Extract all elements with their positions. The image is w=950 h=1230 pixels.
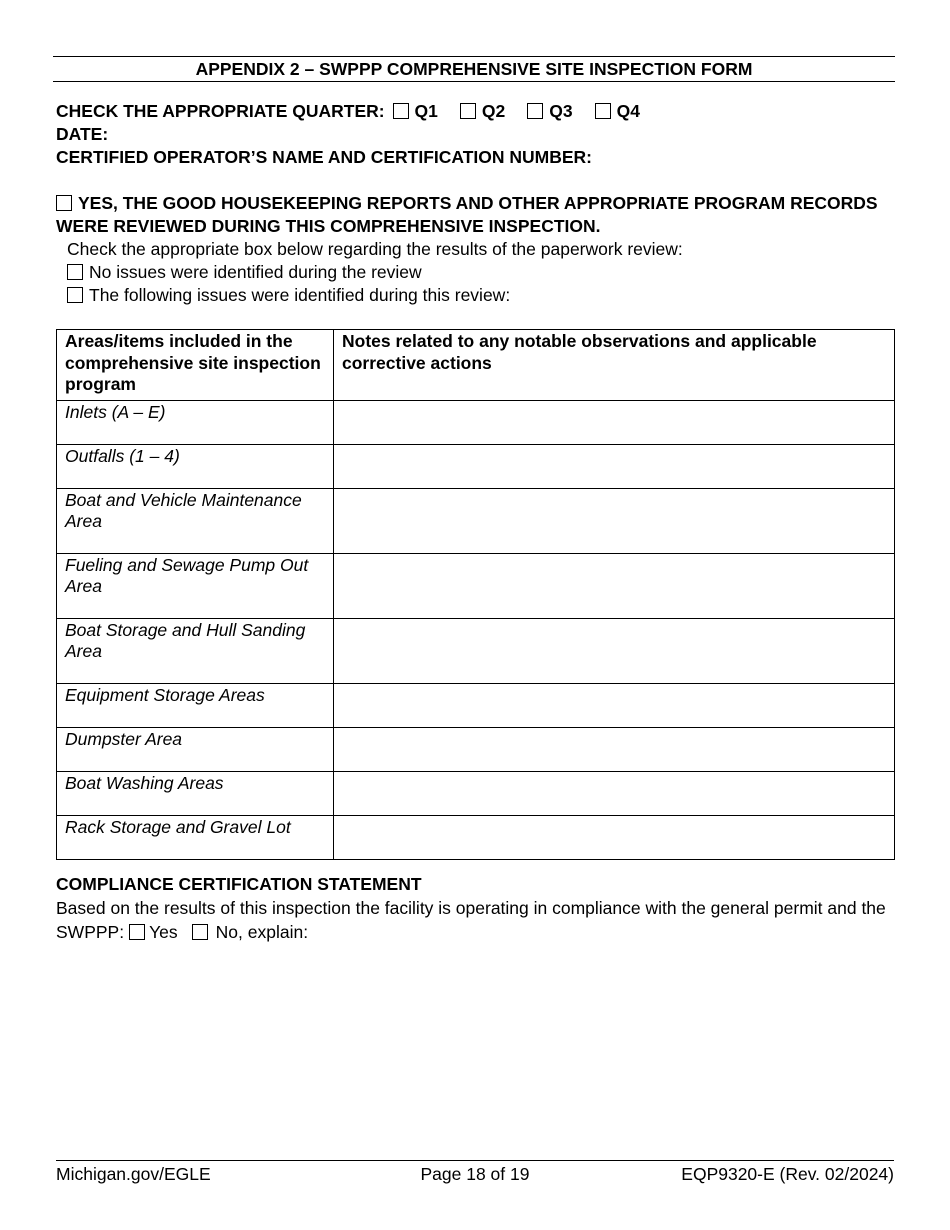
issues-identified-option[interactable]	[67, 284, 510, 307]
records-reviewed-text: YES, THE GOOD HOUSEKEEPING REPORTS AND OTHER APPROPRIATE PROGRAM RECORDS WERE REVIEWED DURING THIS COMPREHENSIVE INSPECTION.	[56, 193, 878, 236]
notes-cell[interactable]	[334, 488, 895, 553]
table-row	[57, 815, 895, 859]
area-cell: Boat Washing Areas	[57, 771, 334, 815]
notes-column-header: Notes related to any notable observations and applicable corrective actions	[334, 330, 895, 401]
no-issues-option[interactable]	[67, 261, 422, 284]
notes-cell[interactable]	[334, 553, 895, 618]
date-label: DATE:	[56, 124, 109, 144]
table-row	[57, 553, 895, 618]
q4-checkbox[interactable]	[595, 103, 611, 119]
area-cell: Dumpster Area	[57, 727, 334, 771]
records-reviewed-checkbox[interactable]	[56, 195, 72, 211]
inspection-areas-table	[56, 329, 895, 860]
q3-label: Q3	[549, 101, 573, 121]
footer-website: Michigan.gov/EGLE	[56, 1164, 211, 1184]
compliance-title: COMPLIANCE CERTIFICATION STATEMENT	[56, 874, 422, 894]
compliance-no-checkbox[interactable]	[192, 924, 208, 940]
table-header-row	[57, 330, 895, 401]
table-row	[57, 618, 895, 683]
table-row	[57, 400, 895, 444]
records-review-statement	[56, 192, 894, 238]
quarter-label: CHECK THE APPROPRIATE QUARTER:	[56, 101, 385, 121]
issues-identified-label: The following issues were identified during this review:	[89, 285, 511, 305]
q1-label: Q1	[414, 101, 438, 121]
compliance-text: Based on the results of this inspection the facility is operating in compliance with the general permit and the SWPPP:	[56, 898, 886, 942]
no-issues-label: No issues were identified during the review	[89, 262, 422, 282]
table-row	[57, 727, 895, 771]
form-title: APPENDIX 2 – SWPPP COMPREHENSIVE SITE INSPECTION FORM	[53, 56, 895, 82]
compliance-yes-label: Yes	[149, 922, 178, 942]
notes-cell[interactable]	[334, 683, 895, 727]
q4-label: Q4	[616, 101, 640, 121]
area-cell: Equipment Storage Areas	[57, 683, 334, 727]
area-cell: Fueling and Sewage Pump Out Area	[57, 553, 334, 618]
table-row	[57, 488, 895, 553]
page-footer	[56, 1160, 894, 1188]
notes-cell[interactable]	[334, 727, 895, 771]
quarter-option-q1[interactable]	[393, 101, 438, 122]
quarter-selector	[56, 101, 640, 122]
notes-cell[interactable]	[334, 618, 895, 683]
compliance-statement	[56, 896, 894, 944]
q1-checkbox[interactable]	[393, 103, 409, 119]
notes-cell[interactable]	[334, 771, 895, 815]
notes-cell[interactable]	[334, 815, 895, 859]
area-cell: Inlets (A – E)	[57, 400, 334, 444]
area-cell: Outfalls (1 – 4)	[57, 444, 334, 488]
issues-identified-checkbox[interactable]	[67, 287, 83, 303]
form-page	[56, 0, 894, 1230]
no-issues-checkbox[interactable]	[67, 264, 83, 280]
quarter-option-q2[interactable]	[460, 101, 505, 122]
compliance-no-label: No, explain:	[215, 922, 309, 942]
table-row	[57, 683, 895, 727]
notes-cell[interactable]	[334, 400, 895, 444]
area-cell: Boat Storage and Hull Sanding Area	[57, 618, 334, 683]
compliance-yes-checkbox[interactable]	[129, 924, 145, 940]
table-row	[57, 771, 895, 815]
table-row	[57, 444, 895, 488]
q2-checkbox[interactable]	[460, 103, 476, 119]
areas-column-header: Areas/items included in the comprehensive site inspection program	[57, 330, 334, 401]
quarter-option-q3[interactable]	[527, 101, 572, 122]
q2-label: Q2	[481, 101, 506, 121]
area-cell: Boat and Vehicle Maintenance Area	[57, 488, 334, 553]
review-instruction: Check the appropriate box below regarding the results of the paperwork review:	[67, 239, 683, 259]
footer-form-number: EQP9320-E (Rev. 02/2024)	[681, 1164, 894, 1184]
area-cell: Rack Storage and Gravel Lot	[57, 815, 334, 859]
notes-cell[interactable]	[334, 444, 895, 488]
footer-page-number: Page 18 of 19	[420, 1164, 530, 1184]
q3-checkbox[interactable]	[527, 103, 543, 119]
quarter-option-q4[interactable]	[595, 101, 640, 122]
operator-label: CERTIFIED OPERATOR’S NAME AND CERTIFICATION NUMBER:	[56, 147, 593, 167]
